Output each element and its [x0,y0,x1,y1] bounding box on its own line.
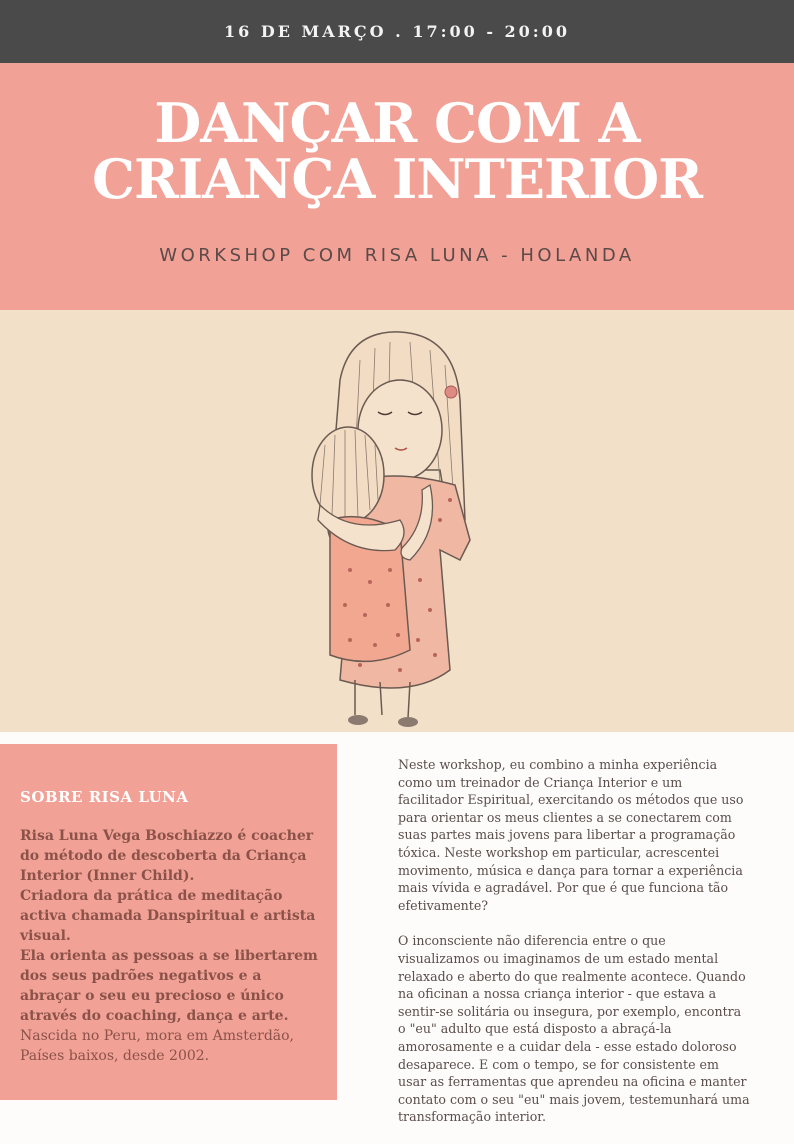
title-line-1: DANÇAR COM A [154,91,640,155]
description-paragraph-1: Neste workshop, eu combino a minha experiência como um treinador de Criança Interior e um facilitador Espiritual, exercitando os métodos que uso para orientar os meus clientes a se conectarem com suas partes mais jovens para libertar a programação tóxica. Neste workshop em particular, acrescentei movimento, música e dança para tornar a experiência mais vívida e agradável. Por que é que funciona tão efetivamente? [398,757,744,913]
page-title [0,91,794,211]
hero-banner [0,63,794,310]
about-speaker-heading: SOBRE RISA LUNA [20,788,189,806]
bio-line-creator: Criadora da prática de meditação activa chamada Danspiritual e artista visual. [20,888,316,944]
bio-line-coach: Risa Luna Vega Boschiazzo é coacher do método de descoberta da Criança Interior (Inner Child). [20,828,314,884]
title-line-2: CRIANÇA INTERIOR [91,147,703,211]
workshop-subtitle: WORKSHOP COM RISA LUNA - HOLANDA [159,245,635,266]
event-datetime-bar [0,0,794,63]
event-datetime: 16 DE MARÇO . 17:00 - 20:00 [224,22,570,41]
illustration-band [0,310,794,732]
description-paragraph-2: O inconsciente não diferencia entre o que visualizamos ou imaginamos de um estado mental relaxado e aberto do que realmente acontece. Quando na oficinan a nossa criança interior - que estava a sentir-se solitária ou insegura, por exemplo, encontra o "eu" adulto que está disposto a abraçá-la amorosamente e a cuidar dela - esse estado doloroso desaparece. E com o tempo, se for consistente em usar as ferramentas que aprendeu na oficina e manter contato com o seu "eu" mais jovem, testemunhará uma transformação interior. [398,933,750,1125]
workshop-description [398,756,750,1144]
about-speaker-text [20,826,322,1066]
mother-hugging-child-illustration [290,320,490,730]
bio-line-guidance: Ela orienta as pessoas a se libertarem dos seus padrões negativos e a abraçar o seu eu precioso e único através do coaching, dança e arte. [20,948,318,1024]
bio-line-residence: Nascida no Peru, mora em Amsterdão, Países baixos, desde 2002. [20,1028,295,1064]
about-speaker-box [0,744,337,1100]
